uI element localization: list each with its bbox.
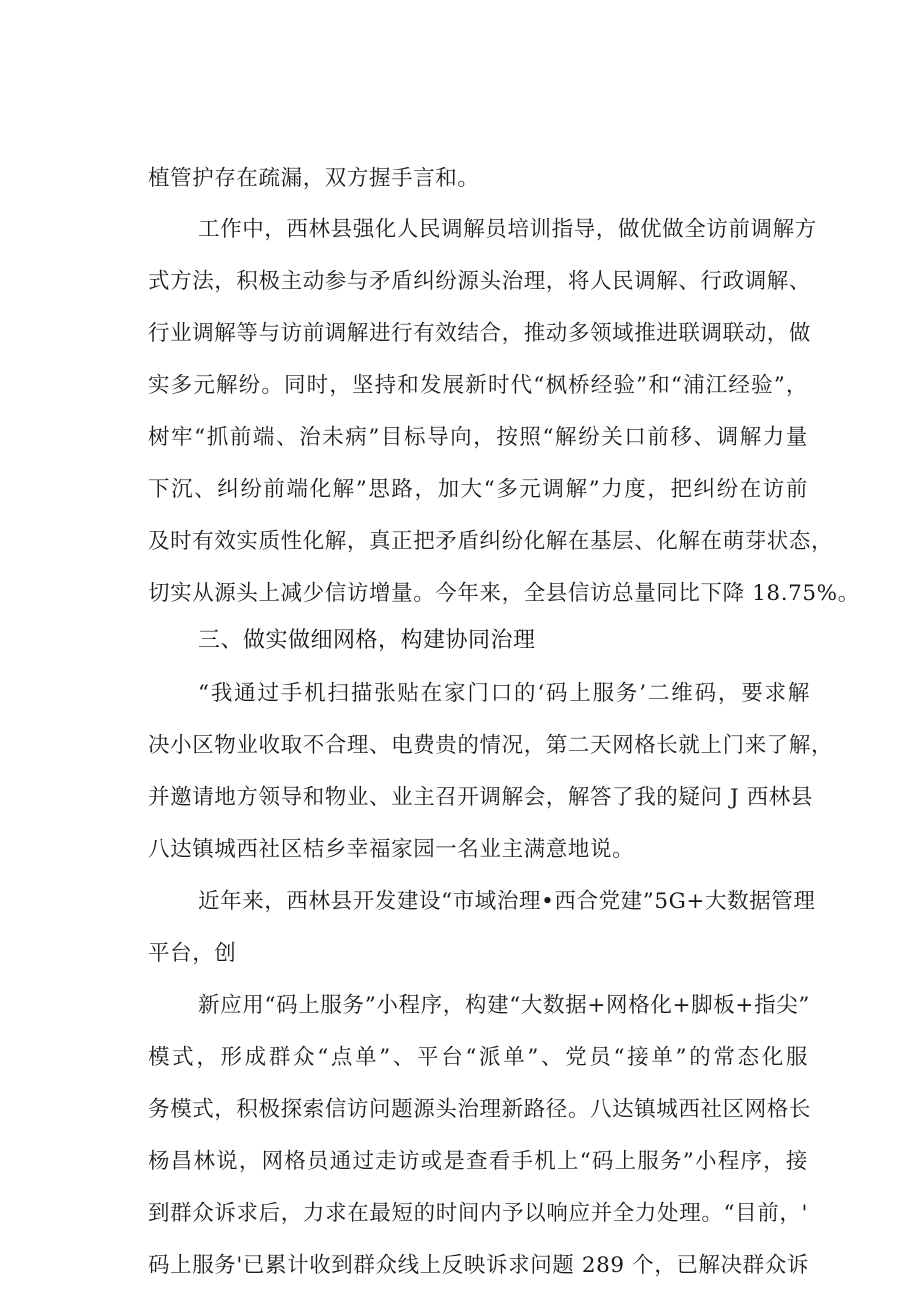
paragraph-line: 平台，创 <box>148 941 237 966</box>
paragraph-line: 新应用“码上服务”小程序，构建“大数据+网格化+脚板+指尖” <box>198 993 810 1018</box>
paragraph-line: 式方法，积极主动参与矛盾纠纷源头治理，将人民调解、行政调解、 <box>148 269 812 294</box>
paragraph-line: 模式，形成群众“点单”、平台“派单”、党员“接单”的常态化服 <box>148 1045 808 1070</box>
paragraph-line: “我通过手机扫描张贴在家门口的‘码上服务’二维码，要求解 <box>198 681 810 706</box>
paragraph-line: 务模式，积极探索信访问题源头治理新路径。八达镇城西社区网格长 <box>148 1097 812 1122</box>
paragraph-line: 决小区物业收取不合理、电费贵的情况，第二天网格长就上门来了解， <box>148 733 834 758</box>
paragraph-line: 植管护存在疏漏，双方握手言和。 <box>148 166 480 191</box>
paragraph-line: 近年来，西林县开发建设“市域治理•西合党建”5G+大数据管理 <box>198 889 816 914</box>
paragraph-line: 树牢“抓前端、治未病”目标导向，按照“解纷关口前移、调解力量 <box>148 425 808 450</box>
paragraph-line: 下沉、纠纷前端化解”思路，加大“多元调解”力度，把纠纷在访前 <box>148 477 808 502</box>
paragraph-line: 工作中，西林县强化人民调解员培训指导，做优做全访前调解方 <box>198 217 817 242</box>
paragraph-line: 行业调解等与访前调解进行有效结合，推动多领域推进联调联动，做 <box>148 321 812 346</box>
paragraph-line: 及时有效实质性化解，真正把矛盾纠纷化解在基层、化解在萌芽状态， <box>148 529 834 554</box>
paragraph-line: 切实从源头上减少信访增量。今年来，全县信访总量同比下降 18.75%。 <box>148 581 860 606</box>
paragraph-line: 八达镇城西社区桔乡幸福家园一名业主满意地说。 <box>148 837 635 862</box>
paragraph-line: 实多元解纷。同时，坚持和发展新时代“枫桥经验”和“浦江经验”， <box>148 373 808 398</box>
paragraph-line: 杨昌林说，网格员通过走访或是查看手机上“码上服务”小程序，接 <box>148 1149 808 1174</box>
paragraph-line: 并邀请地方领导和物业、业主召开调解会，解答了我的疑问 J 西林县 <box>148 785 813 810</box>
paragraph-line: 到群众诉求后，力求在最短的时间内予以响应并全力处理。“目前，' <box>148 1201 808 1226</box>
section-heading: 三、做实做细网格，构建协同治理 <box>198 628 536 653</box>
paragraph-line: 码上服务'已累计收到群众线上反映诉求问题 289 个，已解决群众诉 <box>148 1253 809 1278</box>
